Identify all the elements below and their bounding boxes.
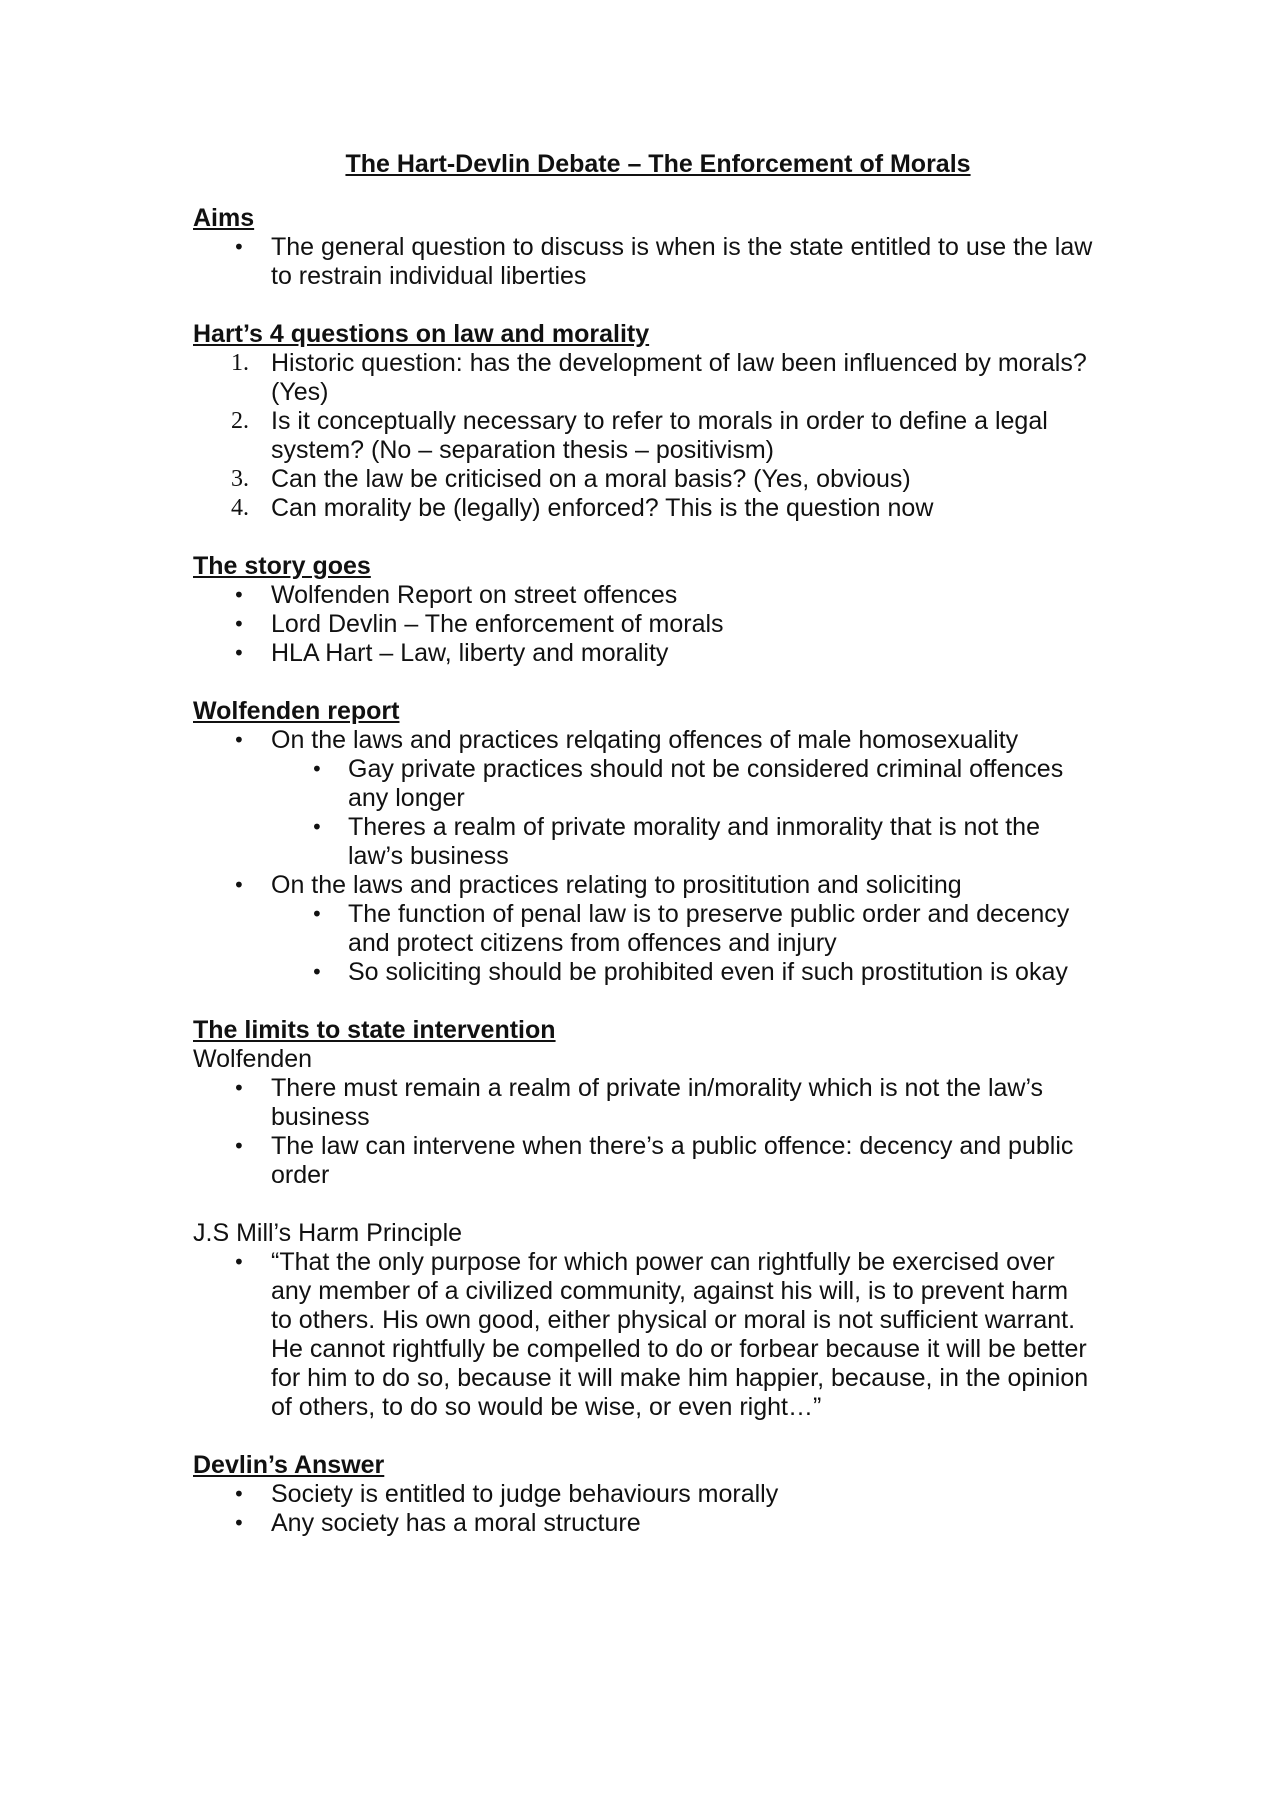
bullet-icon: • <box>311 960 323 984</box>
list-item <box>193 900 1093 958</box>
label-mill-harm-principle: J.S Mill’s Harm Principle <box>193 1219 463 1247</box>
list-item-text: On the laws and practices relqating offences of male homosexuality <box>271 726 1019 754</box>
bullet-icon: • <box>233 1076 245 1100</box>
list-item <box>193 871 1093 900</box>
bullet-icon: • <box>233 1250 245 1274</box>
list-item-text: Can morality be (legally) enforced? This is the question now <box>271 494 934 522</box>
bullet-icon: • <box>233 612 245 636</box>
heading-limits: The limits to state intervention <box>193 1016 556 1044</box>
list-item <box>193 581 1093 610</box>
heading-devlins-answer: Devlin’s Answer <box>193 1451 385 1479</box>
list-item <box>193 726 1093 755</box>
list-item-text: Theres a realm of private morality and inmorality that is not the law’s business <box>348 813 1040 870</box>
list-item <box>193 465 1093 494</box>
bullet-icon: • <box>233 1511 245 1535</box>
list-item-text: Historic question: has the development of law been influenced by morals? (Yes) <box>271 349 1087 406</box>
label-wolfenden: Wolfenden <box>193 1045 313 1073</box>
wolfenden-report-list <box>193 726 1093 755</box>
bullet-icon: • <box>233 235 245 259</box>
heading-harts-questions: Hart’s 4 questions on law and morality <box>193 320 650 348</box>
list-item <box>193 755 1093 813</box>
list-item <box>193 1480 1093 1509</box>
list-item <box>193 407 1093 465</box>
list-item-text: Can the law be criticised on a moral basis? (Yes, obvious) <box>271 465 911 493</box>
list-item-text: Gay private practices should not be considered criminal offences any longer <box>348 755 1064 812</box>
bullet-icon: • <box>233 873 245 897</box>
aims-list <box>193 233 1093 291</box>
list-item-text: There must remain a realm of private in/morality which is not the law’s business <box>271 1074 1044 1131</box>
list-item-text: The function of penal law is to preserve public order and decency and protect citizens from offences and injury <box>348 900 1070 957</box>
heading-aims: Aims <box>193 204 255 232</box>
list-item <box>193 494 1093 523</box>
mill-quote: “That the only purpose for which power can rightfully be exercised over any member of a civilized community, against his will, is to prevent harm to others. His own good, either physical or moral is not sufficient warrant. He cannot rightfully be compelled to do or forbear because it will be better for him to do so, because it will make him happier, because, in the opinion of others, to do so would be wise, or even right…” <box>271 1248 1089 1421</box>
list-item <box>193 349 1093 407</box>
list-item <box>193 639 1093 668</box>
list-item-text: So soliciting should be prohibited even if such prostitution is okay <box>348 958 1068 986</box>
bullet-icon: • <box>233 583 245 607</box>
harts-questions-list <box>193 349 1093 523</box>
list-item <box>193 233 1093 291</box>
list-item <box>193 958 1093 987</box>
list-item <box>193 1248 1093 1422</box>
bullet-icon: • <box>311 757 323 781</box>
devlin-list <box>193 1480 1093 1538</box>
bullet-icon: • <box>233 1134 245 1158</box>
list-item-text: The law can intervene when there’s a public offence: decency and public order <box>271 1132 1074 1189</box>
list-item-text: On the laws and practices relating to prosititution and soliciting <box>271 871 962 899</box>
list-number: 3. <box>231 466 249 492</box>
bullet-icon: • <box>233 1482 245 1506</box>
list-item-text: Lord Devlin – The enforcement of morals <box>271 610 724 638</box>
list-item <box>193 610 1093 639</box>
wolfenden-report-list-2 <box>193 871 1093 900</box>
list-item-text: The general question to discuss is when is the state entitled to use the law to restrain individual liberties <box>271 233 1093 290</box>
list-item-text: Is it conceptually necessary to refer to morals in order to define a legal system? (No – separation thesis – positivism) <box>271 407 1048 464</box>
list-number: 2. <box>231 408 249 434</box>
list-number: 4. <box>231 495 249 521</box>
list-item <box>193 1509 1093 1538</box>
list-item-text: Wolfenden Report on street offences <box>271 581 678 609</box>
list-item-text: Society is entitled to judge behaviours morally <box>271 1480 779 1508</box>
heading-wolfenden-report: Wolfenden report <box>193 697 400 725</box>
story-list <box>193 581 1093 668</box>
heading-story-goes: The story goes <box>193 552 371 580</box>
document-page <box>193 150 1093 1538</box>
wolfenden-sublist-2 <box>193 900 1093 987</box>
list-item <box>193 1132 1093 1190</box>
wolfenden-sublist-1 <box>193 755 1093 871</box>
bullet-icon: • <box>233 641 245 665</box>
mill-list <box>193 1248 1093 1422</box>
list-item-text: Any society has a moral structure <box>271 1509 641 1537</box>
limits-wolfenden-list <box>193 1074 1093 1190</box>
list-item <box>193 813 1093 871</box>
list-item <box>193 1074 1093 1132</box>
list-item-text: HLA Hart – Law, liberty and morality <box>271 639 669 667</box>
bullet-icon: • <box>233 728 245 752</box>
list-number: 1. <box>231 350 249 376</box>
document-title: The Hart-Devlin Debate – The Enforcement of Morals <box>345 150 971 178</box>
bullet-icon: • <box>311 815 323 839</box>
bullet-icon: • <box>311 902 323 926</box>
